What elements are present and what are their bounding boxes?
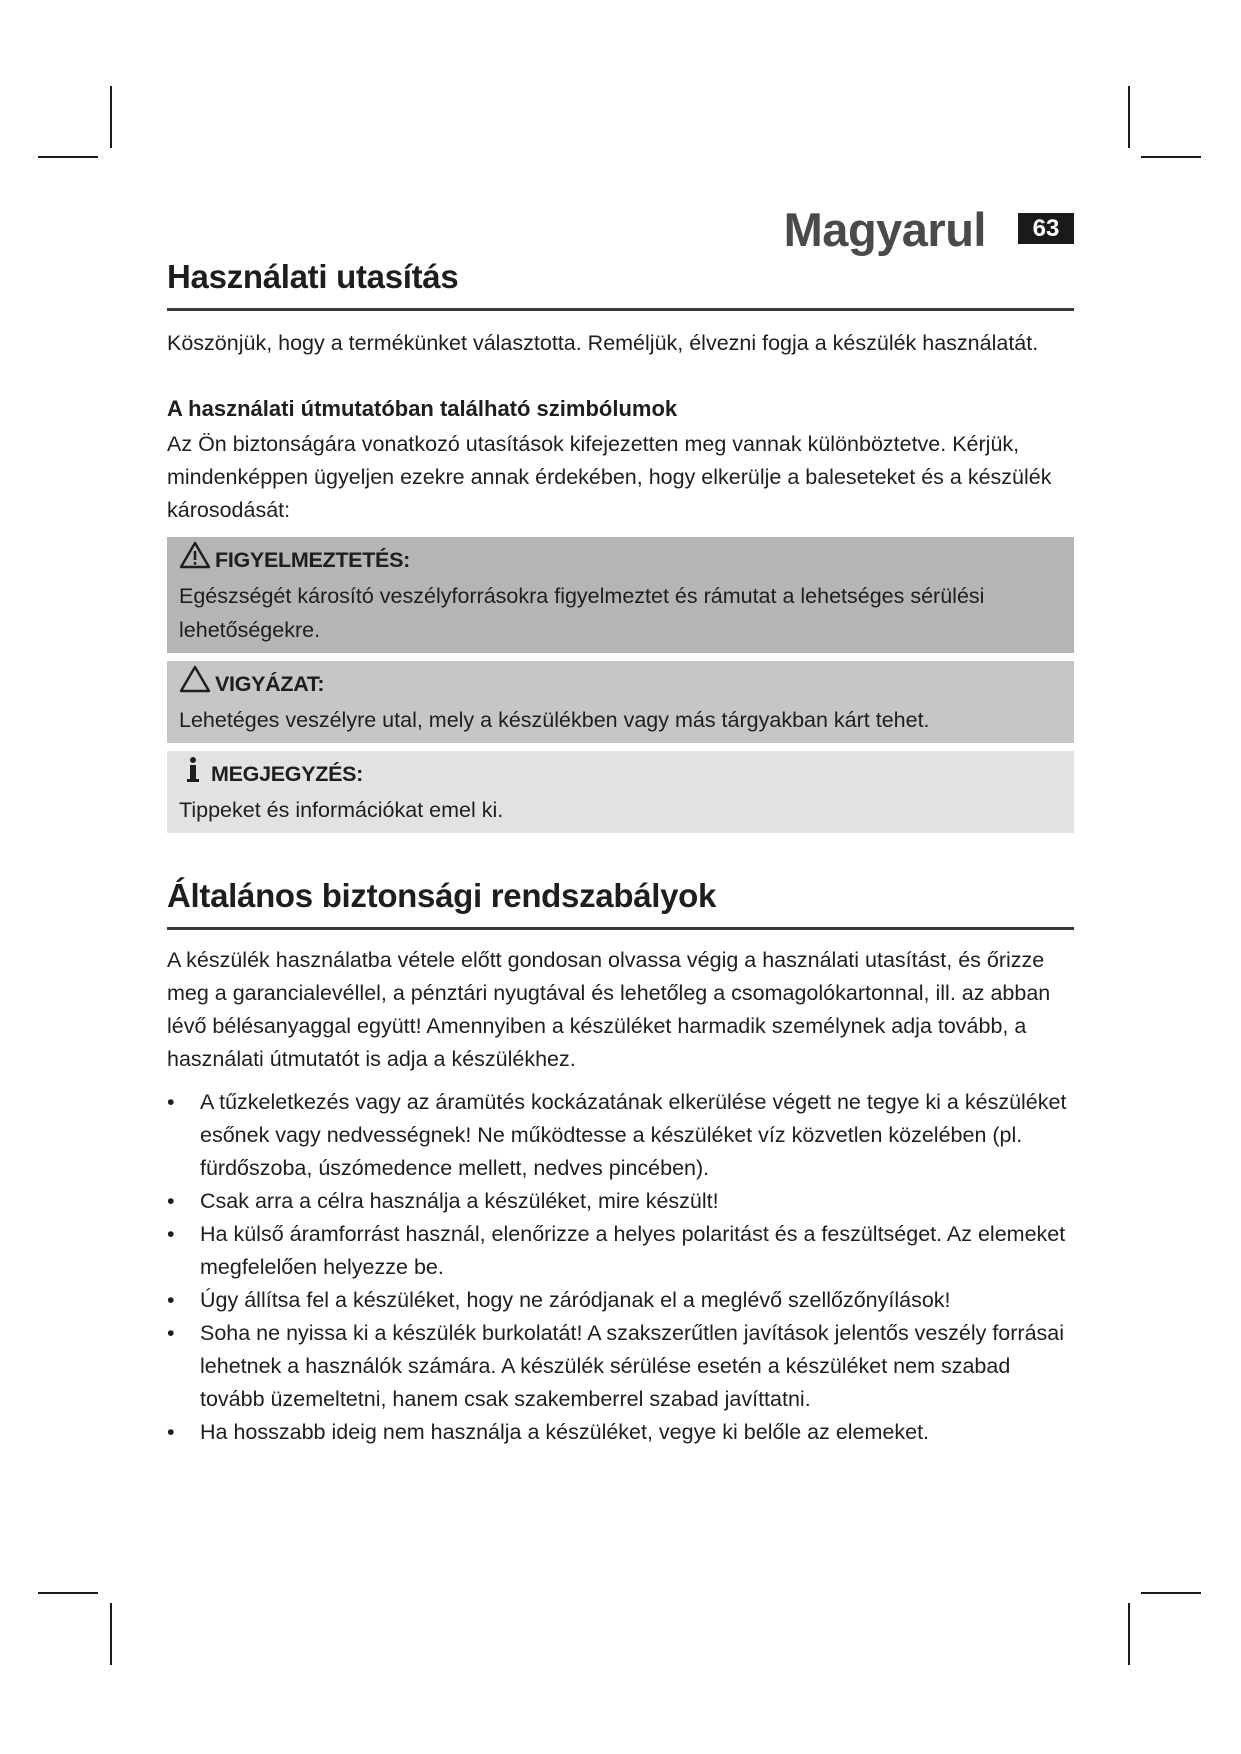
crop-mark-top-left-h <box>38 156 98 158</box>
caution-text: Lehetéges veszélyre utal, mely a készülékben vagy más tárgyakban kárt tehet. <box>179 708 930 732</box>
warning-text: Egészségét károsító veszélyforrásokra figyelmeztet és rámutat a lehetséges sérülési lehetőségekre. <box>179 584 985 642</box>
bullet-icon: • <box>167 1090 175 1114</box>
intro-paragraph: Köszönjük, hogy a termékünket választotta. Reméljük, élvezni fogja a készülék használatát. <box>167 331 1039 355</box>
list-item: • Ha külső áramforrást használ, elenőrizze a helyes polaritást és a feszültséget. Az elemeket megfelelően helyezze be. <box>167 1218 1074 1284</box>
bullet-icon: • <box>167 1222 175 1246</box>
safety-list <box>167 1086 1074 1449</box>
warning-triangle-icon <box>179 541 215 579</box>
crop-mark-bottom-right-h <box>1141 1592 1201 1594</box>
crop-mark-top-left-v <box>110 86 112 148</box>
bullet-icon: • <box>167 1288 175 1312</box>
page-content <box>167 258 1074 1449</box>
note-title: MEGJEGYZÉS: <box>211 762 364 786</box>
list-item: • Csak arra a célra használja a készüléket, mire készült! <box>167 1185 1074 1218</box>
warning-notice <box>167 537 1074 653</box>
safety-intro-paragraph: A készülék használatba vétele előtt gondosan olvassa végig a használati utasítást, és őrizze meg a garancialevéllel, a pénztári nyugtával és lehetőleg a csomagolókartonnal, ill. az abban lévő bélésanyaggal együtt! Amennyiben a készüléket harmadik személynek adja tovább, a használati útmutatót is adja a készülékhez. <box>167 948 1051 1071</box>
symbols-paragraph: Az Ön biztonságára vonatkozó utasítások kifejezetten meg vannak különböztetve. Kérjük, mindenképpen ügyeljen ezekre annak érdekében, hogy elkerülje a baleseteket és a készülék károsodását: <box>167 432 1052 522</box>
bullet-icon: • <box>167 1321 175 1345</box>
page-language-label: Magyarul <box>783 203 986 256</box>
note-text: Tippeket és információkat emel ki. <box>179 798 504 822</box>
note-notice <box>167 751 1074 833</box>
list-item: • A tűzkeletkezés vagy az áramütés kockázatának elkerülése végett ne tegye ki a készüléket esőnek vagy nedvességnek! Ne működtesse a készüléket víz közvetlen közelében (pl. fürdőszoba, úszómedence mellett, nedves pincében). <box>167 1086 1074 1185</box>
bullet-icon: • <box>167 1420 175 1444</box>
crop-mark-bottom-left-v <box>110 1603 112 1665</box>
crop-mark-top-right-v <box>1128 86 1130 148</box>
crop-mark-bottom-left-h <box>38 1592 98 1594</box>
section-title-instructions: Használati utasítás <box>167 258 1074 311</box>
crop-mark-bottom-right-v <box>1128 1603 1130 1665</box>
caution-triangle-icon <box>179 665 215 703</box>
list-item: • Úgy állítsa fel a készüléket, hogy ne záródjanak el a meglévő szellőzőnyílások! <box>167 1284 1074 1317</box>
caution-title: VIGYÁZAT: <box>215 672 325 696</box>
crop-mark-top-right-h <box>1141 156 1201 158</box>
section-title-safety: Általános biztonsági rendszabályok <box>167 877 1074 930</box>
page-number: 63 <box>1018 213 1074 244</box>
symbols-heading: A használati útmutatóban található szimbólumok <box>167 396 678 421</box>
warning-title: FIGYELMEZTETÉS: <box>215 548 410 572</box>
info-icon <box>179 755 211 793</box>
caution-notice <box>167 661 1074 743</box>
list-item: • Soha ne nyissa ki a készülék burkolatát! A szakszerűtlen javítások jelentős veszély forrásai lehetnek a használók számára. A készülék sérülése esetén a készüléket nem szabad tovább üzemeltetni, hanem csak szakemberrel szabad javíttatni. <box>167 1317 1074 1416</box>
bullet-icon: • <box>167 1189 175 1213</box>
list-item: • Ha hosszabb ideig nem használja a készüléket, vegye ki belőle az elemeket. <box>167 1416 1074 1449</box>
